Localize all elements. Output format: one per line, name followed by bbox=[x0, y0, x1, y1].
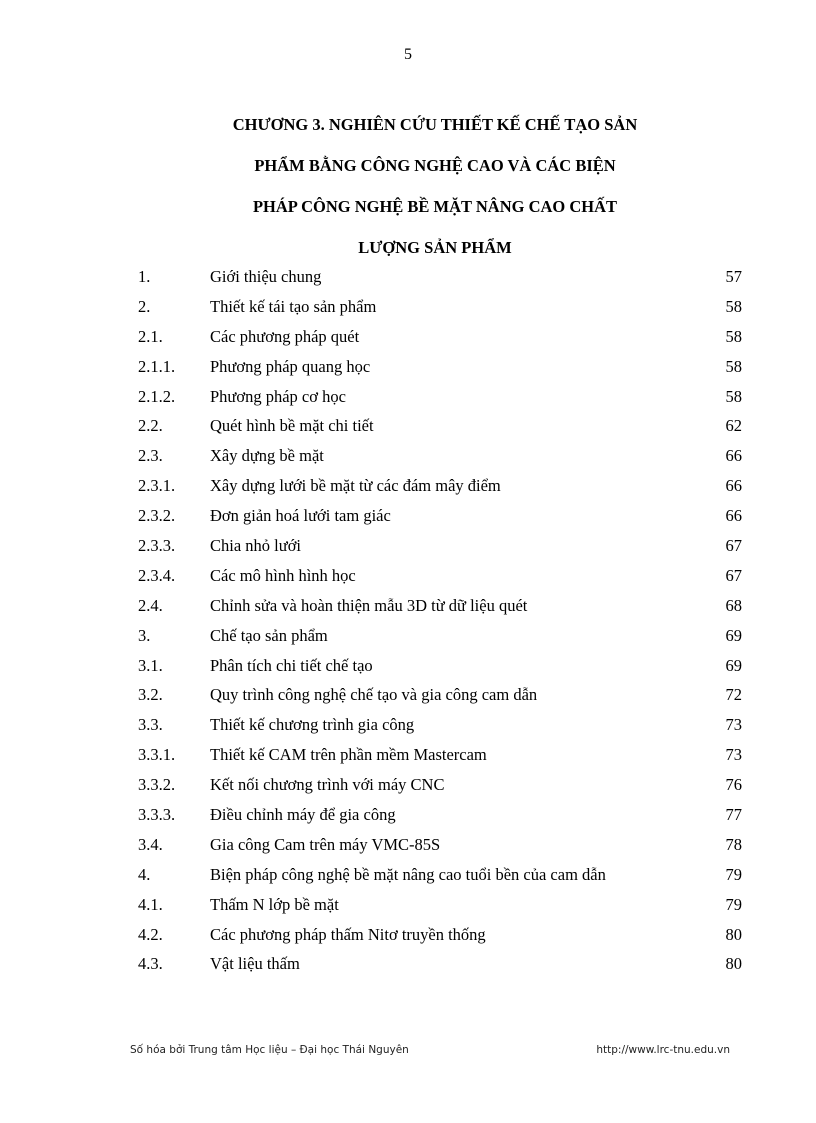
toc-entry-page: 66 bbox=[725, 506, 742, 526]
toc-entry-title: Các mô hình hình học bbox=[210, 565, 356, 585]
toc-entry-page: 67 bbox=[725, 536, 742, 556]
toc-entry bbox=[138, 680, 742, 710]
toc-entry-title: Biện pháp công nghệ bề mặt nâng cao tuổi bền của cam dẫn bbox=[210, 864, 606, 884]
toc-entry bbox=[138, 561, 742, 591]
toc-entry bbox=[138, 382, 742, 412]
toc-entry-title: Thiết kế CAM trên phần mềm Mastercam bbox=[210, 745, 487, 765]
toc-entry-title: Thiết kế tái tạo sản phẩm bbox=[210, 296, 377, 316]
toc-entry bbox=[138, 949, 742, 979]
toc-entry-page: 58 bbox=[725, 296, 742, 316]
toc-entry-title: Phương pháp quang học bbox=[210, 356, 371, 376]
toc-entry bbox=[138, 770, 742, 800]
toc-entry-title: Quét hình bề mặt chi tiết bbox=[210, 416, 374, 436]
toc-entry-page: 69 bbox=[725, 655, 742, 675]
toc-entry-title: Chế tạo sản phẩm bbox=[210, 625, 328, 645]
toc-entry bbox=[138, 740, 742, 770]
toc-entry-title: Các phương pháp quét bbox=[210, 326, 360, 346]
toc-entry-number: 4. bbox=[138, 864, 151, 884]
toc-entry-title: Phương pháp cơ học bbox=[210, 386, 346, 406]
toc-entry-number: 2.1.1. bbox=[138, 356, 176, 376]
toc-entry bbox=[138, 411, 742, 441]
toc-entry-number: 2.3. bbox=[138, 446, 163, 466]
table-of-contents bbox=[138, 262, 742, 979]
toc-entry bbox=[138, 501, 742, 531]
toc-entry-number: 3.4. bbox=[138, 834, 163, 854]
toc-entry-page: 66 bbox=[725, 446, 742, 466]
toc-entry-number: 2. bbox=[138, 296, 151, 316]
toc-entry-title: Đơn giản hoá lưới tam giác bbox=[210, 506, 391, 526]
toc-entry-number: 3.3.1. bbox=[138, 745, 176, 765]
toc-entry-page: 66 bbox=[725, 476, 742, 496]
toc-entry-number: 2.3.3. bbox=[138, 536, 176, 556]
toc-entry-title: Thấm N lớp bề mặt bbox=[210, 894, 339, 914]
toc-entry bbox=[138, 920, 742, 950]
toc-entry-page: 62 bbox=[725, 416, 742, 436]
toc-entry bbox=[138, 262, 742, 292]
page-number: 5 bbox=[404, 46, 412, 63]
toc-entry-title: Chia nhỏ lưới bbox=[210, 536, 301, 556]
toc-entry bbox=[138, 471, 742, 501]
toc-entry-title: Chỉnh sửa và hoàn thiện mẫu 3D từ dữ liệu quét bbox=[210, 595, 528, 615]
chapter-title bbox=[150, 104, 720, 268]
toc-entry-page: 77 bbox=[725, 805, 742, 825]
toc-entry-number: 4.2. bbox=[138, 924, 163, 944]
toc-entry bbox=[138, 890, 742, 920]
toc-entry bbox=[138, 292, 742, 322]
toc-entry-number: 2.4. bbox=[138, 595, 163, 615]
toc-entry-title: Thiết kế chương trình gia công bbox=[210, 715, 415, 735]
toc-entry-number: 2.3.4. bbox=[138, 565, 176, 585]
toc-entry-page: 80 bbox=[725, 924, 742, 944]
toc-entry-number: 1. bbox=[138, 267, 151, 286]
toc-entry-page: 58 bbox=[725, 356, 742, 376]
chapter-title-line: LƯỢNG SẢN PHẨM bbox=[358, 238, 512, 257]
chapter-title-line: PHÁP CÔNG NGHỆ BỀ MẶT NÂNG CAO CHẤT bbox=[252, 197, 618, 216]
toc-entry bbox=[138, 710, 742, 740]
toc-entry-title: Xây dựng bề mặt bbox=[210, 446, 324, 466]
toc-entry-page: 68 bbox=[725, 595, 742, 615]
toc-entry bbox=[138, 860, 742, 890]
toc-entry-number: 3.3.2. bbox=[138, 775, 176, 795]
footer-url: http://www.lrc-tnu.edu.vn bbox=[596, 1044, 730, 1056]
chapter-title-line: PHẨM BẰNG CÔNG NGHỆ CAO VÀ CÁC BIỆN bbox=[254, 156, 616, 175]
toc-entry-page: 79 bbox=[725, 864, 742, 884]
toc-entry bbox=[138, 800, 742, 830]
toc-entry-number: 2.1. bbox=[138, 326, 163, 346]
toc-entry-title: Các phương pháp thấm Nitơ truyền thống bbox=[210, 924, 486, 944]
toc-entry-title: Phân tích chi tiết chế tạo bbox=[210, 655, 373, 675]
toc-entry-number: 4.3. bbox=[138, 954, 163, 974]
toc-entry-page: 69 bbox=[725, 625, 742, 645]
toc-entry-page: 78 bbox=[725, 834, 742, 854]
toc-entry-title: Giới thiệu chung bbox=[210, 267, 322, 286]
toc-entry-page: 73 bbox=[725, 715, 742, 735]
toc-entry bbox=[138, 531, 742, 561]
toc-entry-page: 57 bbox=[725, 267, 742, 286]
toc-entry-number: 2.2. bbox=[138, 416, 163, 436]
toc-entry bbox=[138, 352, 742, 382]
toc-entry-page: 58 bbox=[725, 386, 742, 406]
toc-entry bbox=[138, 651, 742, 681]
toc-entry-page: 76 bbox=[725, 775, 742, 795]
footer-source: Số hóa bởi Trung tâm Học liệu – Đại học Thái Nguyên bbox=[130, 1044, 409, 1056]
toc-entry-page: 73 bbox=[725, 745, 742, 765]
toc-entry-page: 79 bbox=[725, 894, 742, 914]
chapter-title-line: CHƯƠNG 3. NGHIÊN CỨU THIẾT KẾ CHẾ TẠO SẢN bbox=[232, 115, 638, 134]
toc-entry-number: 4.1. bbox=[138, 894, 163, 914]
toc-entry-page: 80 bbox=[725, 954, 742, 974]
toc-entry-title: Xây dựng lưới bề mặt từ các đám mây điểm bbox=[210, 476, 501, 496]
toc-entry bbox=[138, 591, 742, 621]
toc-entry bbox=[138, 441, 742, 471]
toc-entry-number: 3.3. bbox=[138, 715, 163, 735]
toc-entry-title: Vật liệu thấm bbox=[210, 954, 300, 974]
toc-entry bbox=[138, 621, 742, 651]
toc-entry-page: 58 bbox=[725, 326, 742, 346]
toc-entry-number: 2.3.2. bbox=[138, 506, 176, 526]
toc-entry-number: 2.1.2. bbox=[138, 386, 176, 406]
toc-entry-page: 67 bbox=[725, 565, 742, 585]
toc-entry-number: 3. bbox=[138, 625, 151, 645]
toc-entry-title: Điều chỉnh máy để gia công bbox=[210, 805, 396, 825]
toc-entry-number: 3.3.3. bbox=[138, 805, 176, 825]
toc-entry-title: Kết nối chương trình với máy CNC bbox=[210, 775, 445, 795]
toc-entry-page: 72 bbox=[725, 685, 742, 705]
toc-entry-number: 2.3.1. bbox=[138, 476, 176, 496]
toc-entry-title: Quy trình công nghệ chế tạo và gia công cam dẫn bbox=[210, 685, 538, 705]
toc-entry-number: 3.1. bbox=[138, 655, 163, 675]
toc-entry bbox=[138, 830, 742, 860]
toc-entry-number: 3.2. bbox=[138, 685, 163, 705]
toc-entry bbox=[138, 322, 742, 352]
toc-entry-title: Gia công Cam trên máy VMC-85S bbox=[210, 834, 441, 854]
